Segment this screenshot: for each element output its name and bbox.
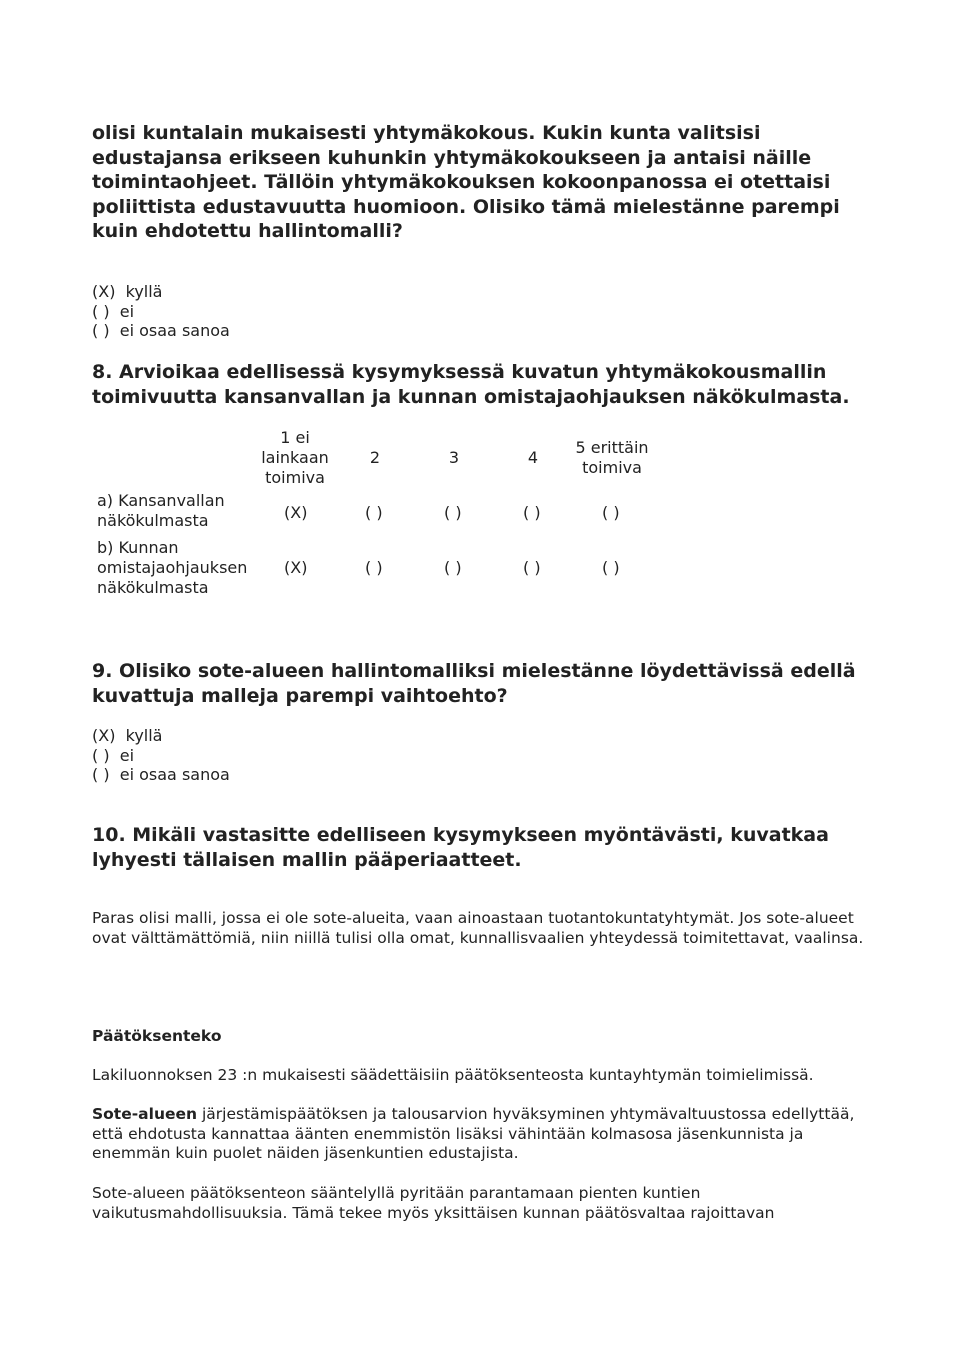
choice-a-2[interactable]: ( ) <box>365 503 383 522</box>
option-no[interactable]: ( ) ei <box>92 745 135 765</box>
option-dont-know[interactable]: ( ) ei osaa sanoa <box>92 765 230 784</box>
choice-a-5[interactable]: ( ) <box>602 503 620 522</box>
choice-b-4[interactable]: ( ) <box>523 558 541 577</box>
choice-b-3[interactable]: ( ) <box>444 558 462 577</box>
question-10-answer: Paras olisi malli, jossa ei ole sote-alueita, vaan ainoastaan tuotantokuntatyhtymät. Jos sote-alueet ovat välttämättömiä, niin niillä tulisi olla omat, kunnallisvaalien yhteydessä toimitettavat, vaalinsa. <box>92 909 864 947</box>
paragraph-3: Sote-alueen päätöksenteon sääntelyllä pyritään parantamaan pienten kuntien vaikutusmahdollisuuksia. Tämä tekee myös yksittäisen kunnan päätösvaltaa rajoittavan <box>92 1184 775 1222</box>
choice-a-4[interactable]: ( ) <box>523 503 541 522</box>
paragraph-2-bold: Sote-alueen <box>92 1105 198 1123</box>
choice-b-1[interactable]: (X) <box>284 558 308 577</box>
header-3: 3 <box>448 448 460 467</box>
rating-table <box>97 428 657 608</box>
option-yes[interactable]: (X) kyllä <box>92 282 163 301</box>
option-no[interactable]: ( ) ei <box>92 301 135 321</box>
header-2: 2 <box>369 448 381 467</box>
question-9-text: 9. Olisiko sote-alueen hallintomalliksi mielestänne löydettävissä edellä kuvattuja malleja parempi vaihtoehto? <box>92 660 856 707</box>
option-dont-know[interactable]: ( ) ei osaa sanoa <box>92 321 230 340</box>
choice-b-2[interactable]: ( ) <box>365 558 383 577</box>
section-heading: Päätöksenteko <box>92 1027 222 1045</box>
choice-a-1[interactable]: (X) <box>284 503 308 522</box>
paragraph-2 <box>92 1105 872 1164</box>
question-7-options <box>92 282 230 341</box>
question-9-options <box>92 726 230 785</box>
question-8-text: 8. Arvioikaa edellisessä kysymyksessä kuvatun yhtymäkokousmallin toimivuutta kansanvallan ja kunnan omistajaohjauksen näkökulmasta. <box>92 361 850 408</box>
option-yes[interactable]: (X) kyllä <box>92 726 163 745</box>
header-4: 4 <box>527 448 539 467</box>
header-1: 1 ei lainkaan toimiva <box>261 428 329 487</box>
paragraph-2-rest: järjestämispäätöksen ja talousarvion hyväksyminen yhtymävaltuustossa edellyttää, että ehdotusta kannattaa äänten enemmistön lisäksi vähintään kolmasosa jäsenkunnista ja enemmän kuin puolet näiden jäsenkuntien edustajista. <box>92 1105 855 1162</box>
choice-a-3[interactable]: ( ) <box>444 503 462 522</box>
question-10-text: 10. Mikäli vastasitte edelliseen kysymykseen myöntävästi, kuvatkaa lyhyesti tällaisen mallin pääperiaatteet. <box>92 824 829 871</box>
row-label-b: b) Kunnan omistajaohjauksen näkökulmasta <box>97 538 248 597</box>
header-5: 5 erittäin toimiva <box>575 438 649 477</box>
question-7-text: olisi kuntalain mukaisesti yhtymäkokous. Kukin kunta valitsisi edustajansa erikseen kuhunkin yhtymäkokoukseen ja antaisi näille toimintaohjeet. Tällöin yhtymäkokouksen kokoonpanossa ei otettaisi poliittista edustavuutta huomioon. Olisiko tämä mielestänne parempi kuin ehdotettu hallintomalli? <box>92 122 840 242</box>
row-label-a: a) Kansanvallan näkökulmasta <box>97 491 225 530</box>
choice-b-5[interactable]: ( ) <box>602 558 620 577</box>
paragraph-1: Lakiluonnoksen 23 :n mukaisesti säädettäisiin päätöksenteosta kuntayhtymän toimielimissä. <box>92 1066 814 1084</box>
